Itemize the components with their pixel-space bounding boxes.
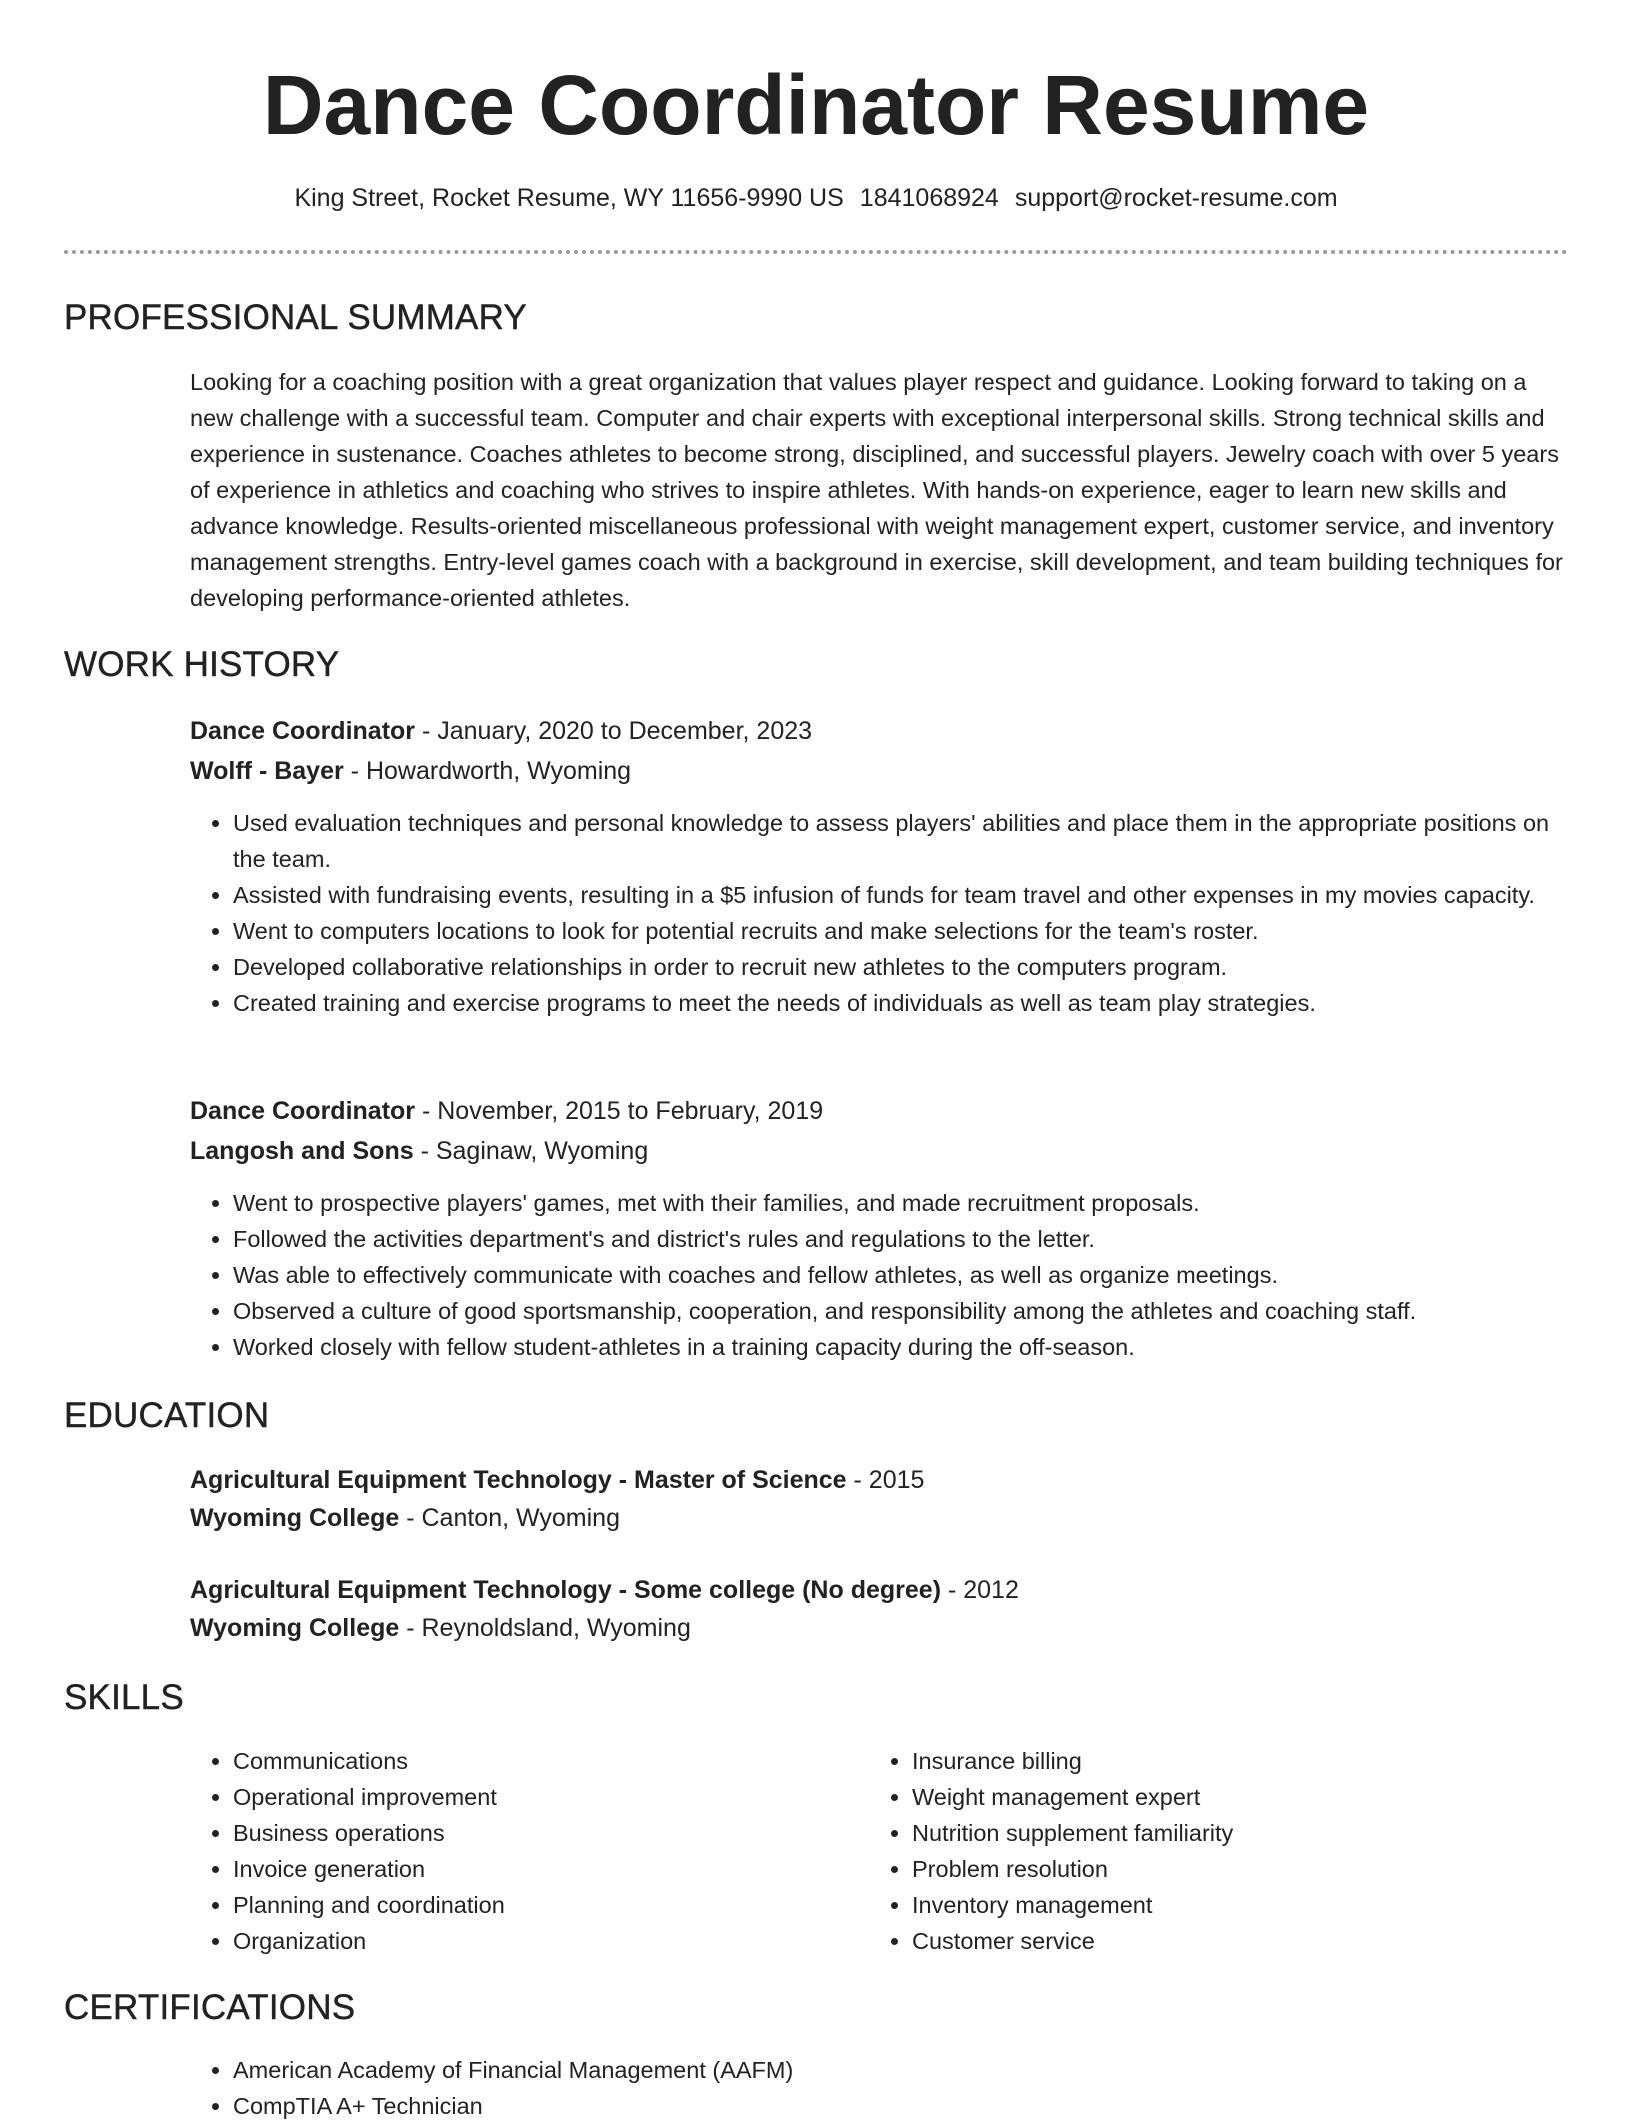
skill-item: • Planning and coordination bbox=[233, 1887, 810, 1923]
job-1-bullets bbox=[190, 805, 1570, 1021]
job-company: Langosh and Sons bbox=[190, 1137, 414, 1165]
list-item: • Followed the activities department's and district's rules and regulations to the letter. bbox=[233, 1221, 1570, 1257]
job-2-bullets bbox=[190, 1185, 1570, 1365]
education-location: - Reynoldsland, Wyoming bbox=[399, 1614, 691, 1642]
education-school: Wyoming College bbox=[190, 1614, 400, 1642]
education-location: - Canton, Wyoming bbox=[399, 1504, 620, 1532]
summary-text: Looking for a coaching position with a great organization that values player respect and guidance. Looking forward to taking on a new challenge with a successful team. Computer and chair experts with exceptional interpersonal skills. Strong technical skills and experience in sustenance. Coaches athletes to become strong, disciplined, and successful players. Jewelry coach with over 5 years of experience in athletics and coaching who strives to inspire athletes. With hands-on experience, eager to learn new skills and advance knowledge. Results-oriented miscellaneous professional with weight management expert, customer service, and inventory management strengths. Entry-level games coach with a background in exercise, skill development, and team building techniques for developing performance-oriented athletes. bbox=[190, 369, 1563, 611]
job-title: Dance Coordinator bbox=[190, 717, 416, 745]
education-degree: Agricultural Equipment Technology - Some college (No degree) bbox=[190, 1576, 942, 1604]
job-dates: - November, 2015 to February, 2019 bbox=[415, 1097, 824, 1125]
contact-address: King Street, Rocket Resume, WY 11656-9990 US bbox=[294, 184, 844, 212]
skills-list-left bbox=[190, 1743, 810, 1959]
education-school: Wyoming College bbox=[190, 1504, 400, 1532]
job-dates: - January, 2020 to December, 2023 bbox=[415, 717, 813, 745]
list-item: • Assisted with fundraising events, resulting in a $5 infusion of funds for team travel and other expenses in my movies capacity. bbox=[233, 877, 1570, 913]
list-item: • Developed collaborative relationships in order to recruit new athletes to the computers program. bbox=[233, 949, 1570, 985]
skills-list-right bbox=[869, 1743, 1489, 1959]
certifications-heading: CERTIFICATIONS bbox=[64, 1988, 356, 2027]
skill-item: • Operational improvement bbox=[233, 1779, 810, 1815]
summary-heading: PROFESSIONAL SUMMARY bbox=[64, 298, 527, 337]
certification-item: • CompTIA A+ Technician bbox=[233, 2088, 1570, 2124]
job-title: Dance Coordinator bbox=[190, 1097, 416, 1125]
list-item: • Went to prospective players' games, met with their families, and made recruitment proposals. bbox=[233, 1185, 1570, 1221]
skill-item: • Invoice generation bbox=[233, 1851, 810, 1887]
list-item: • Was able to effectively communicate with coaches and fellow athletes, as well as organize meetings. bbox=[233, 1257, 1570, 1293]
job-location: - Howardworth, Wyoming bbox=[343, 757, 632, 785]
skill-item: • Inventory management bbox=[912, 1887, 1489, 1923]
skills-heading: SKILLS bbox=[64, 1678, 184, 1717]
job-2-company-line bbox=[190, 1133, 648, 1169]
list-item: • Created training and exercise programs to meet the needs of individuals as well as team play strategies. bbox=[233, 985, 1570, 1021]
work-history-heading: WORK HISTORY bbox=[64, 645, 340, 684]
education-2-degree-line bbox=[190, 1572, 1019, 1608]
certifications-list bbox=[190, 2052, 1570, 2124]
skill-item: • Weight management expert bbox=[912, 1779, 1489, 1815]
certification-item: • American Academy of Financial Management (AAFM) bbox=[233, 2052, 1570, 2088]
contact-line bbox=[0, 180, 1632, 216]
skill-item: • Nutrition supplement familiarity bbox=[912, 1815, 1489, 1851]
education-1-school-line bbox=[190, 1500, 620, 1536]
skill-item: • Problem resolution bbox=[912, 1851, 1489, 1887]
education-2-school-line bbox=[190, 1610, 691, 1646]
job-location: - Saginaw, Wyoming bbox=[413, 1137, 649, 1165]
contact-phone: 1841068924 bbox=[859, 184, 999, 212]
list-item: • Observed a culture of good sportsmanship, cooperation, and responsibility among the athletes and coaching staff. bbox=[233, 1293, 1570, 1329]
list-item: • Went to computers locations to look for potential recruits and make selections for the team's roster. bbox=[233, 913, 1570, 949]
skill-item: • Customer service bbox=[912, 1923, 1489, 1959]
list-item: • Used evaluation techniques and personal knowledge to assess players' abilities and place them in the appropriate positions on the team. bbox=[233, 805, 1570, 877]
education-year: - 2015 bbox=[846, 1466, 925, 1494]
skill-item: • Insurance billing bbox=[912, 1743, 1489, 1779]
job-2-title-line bbox=[190, 1093, 823, 1129]
education-degree: Agricultural Equipment Technology - Master of Science bbox=[190, 1466, 847, 1494]
skill-item: • Communications bbox=[233, 1743, 810, 1779]
education-heading: EDUCATION bbox=[64, 1396, 270, 1435]
skill-item: • Business operations bbox=[233, 1815, 810, 1851]
job-1-title-line bbox=[190, 713, 812, 749]
resume-title: Dance Coordinator Resume bbox=[262, 58, 1370, 152]
education-1-degree-line bbox=[190, 1462, 924, 1498]
skill-item: • Organization bbox=[233, 1923, 810, 1959]
contact-email[interactable]: support@rocket-resume.com bbox=[1014, 184, 1338, 212]
job-company: Wolff - Bayer bbox=[190, 757, 344, 785]
job-1-company-line bbox=[190, 753, 631, 789]
education-year: - 2012 bbox=[941, 1576, 1019, 1604]
list-item: • Worked closely with fellow student-athletes in a training capacity during the off-season. bbox=[233, 1329, 1570, 1365]
header-divider bbox=[64, 250, 1568, 254]
